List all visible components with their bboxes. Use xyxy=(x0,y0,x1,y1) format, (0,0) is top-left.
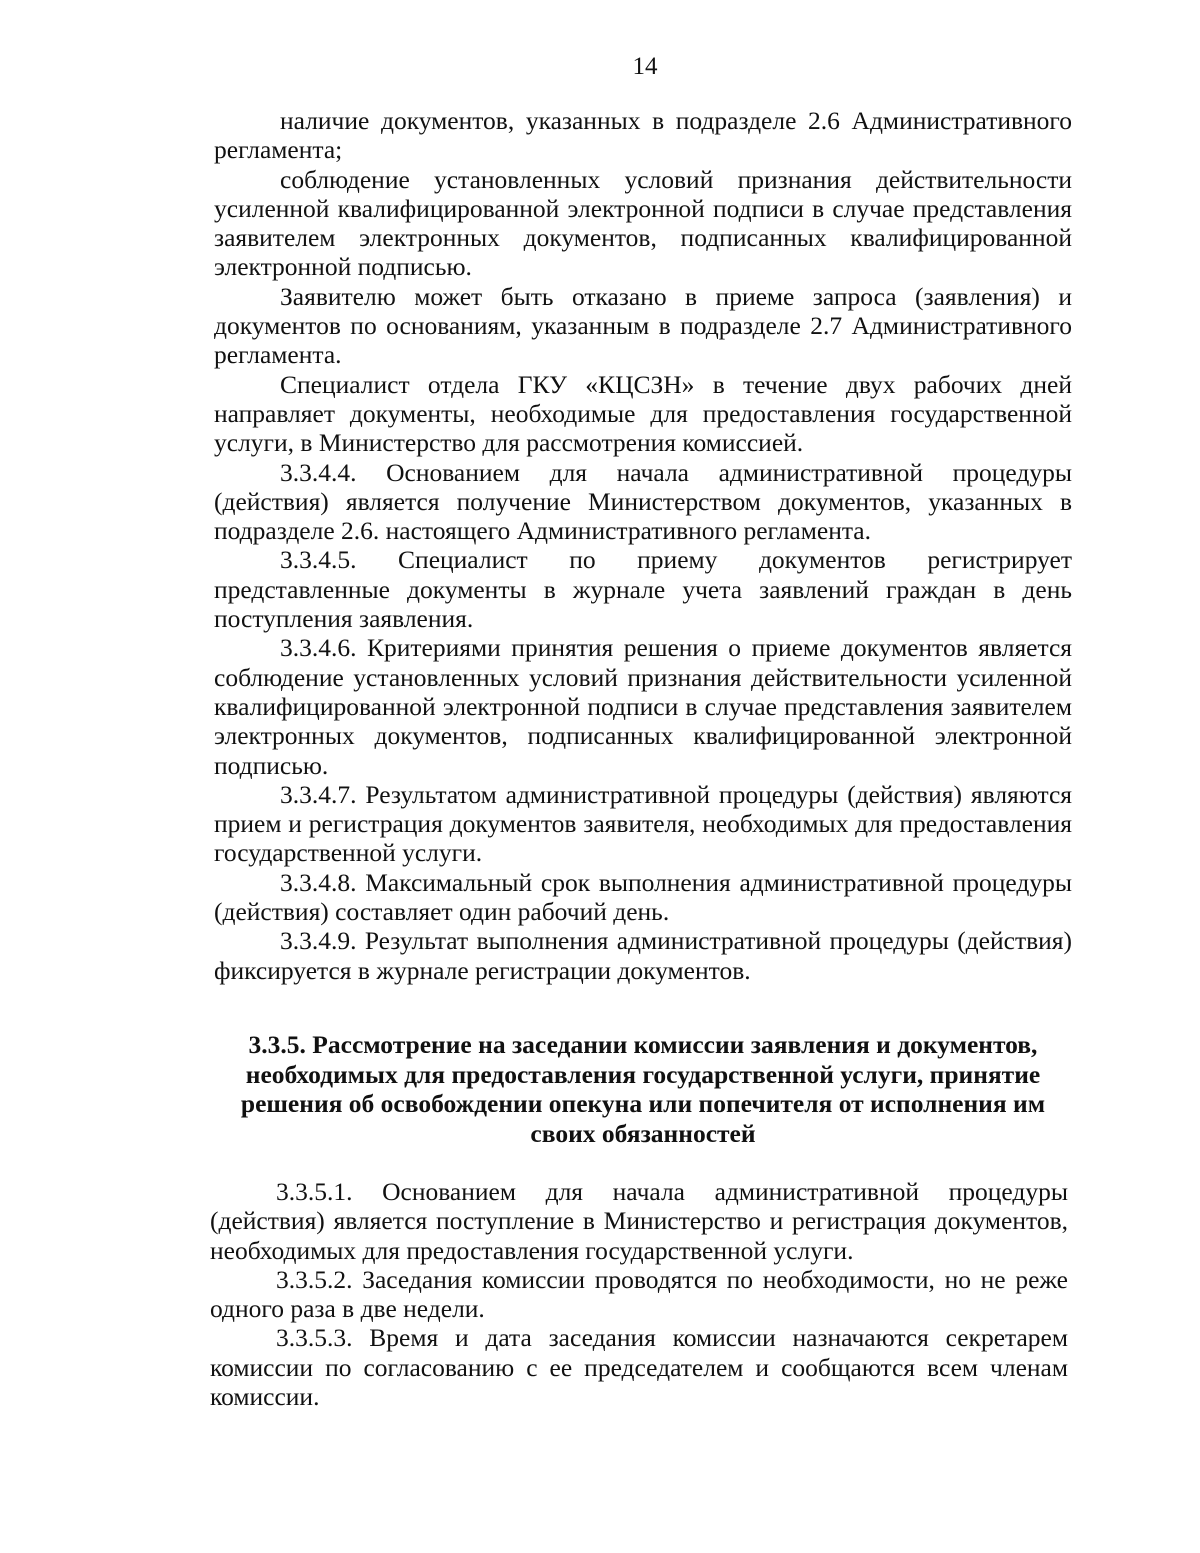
paragraph: 3.3.4.5. Специалист по приему документов регистрирует представленные документы в журнале учета заявлений граждан в день поступления заявления. xyxy=(214,545,1072,634)
page-number: 14 xyxy=(632,53,658,80)
paragraph: 3.3.4.7. Результатом административной процедуры (действия) являются прием и регистрация документов заявителя, необходимых для предоставления государственной услуги. xyxy=(214,779,1072,868)
paragraph: Специалист отдела ГКУ «КЦСЗН» в течение двух рабочих дней направляет документы, необходимые для предоставления государственной услуги, в Министерство для рассмотрения комиссией. xyxy=(214,369,1072,458)
body-text-after-heading xyxy=(210,1177,1068,1411)
body-text-before-heading xyxy=(214,106,1072,985)
paragraph: 3.3.4.9. Результат выполнения административной процедуры (действия) фиксируется в журнале регистрации документов. xyxy=(214,926,1072,985)
section-heading: 3.3.5. Рассмотрение на заседании комиссии заявления и документов, необходимых для предоставления государственной услуги, принятие решения об освобождении опекуна или попечителя от исполнения им своих обязанностей xyxy=(240,1030,1046,1148)
paragraph: 3.3.4.8. Максимальный срок выполнения административной процедуры (действия) составляет один рабочий день. xyxy=(214,867,1072,927)
paragraph: 3.3.4.6. Критериями принятия решения о приеме документов является соблюдение установленных условий признания действительности усиленной квалифицированной электронной подписи в случае представления заявителем электронных документов, подписанных квалифицированной электронной подписью. xyxy=(214,633,1072,780)
paragraph: соблюдение установленных условий признания действительности усиленной квалифицированной электронной подписи в случае представления заявителем электронных документов, подписанных квалифицированной электронной подписью. xyxy=(214,164,1072,282)
paragraph: 3.3.5.3. Время и дата заседания комиссии назначаются секретарем комиссии по согласованию с ее председателем и сообщаются всем членам комиссии. xyxy=(210,1323,1068,1412)
paragraph: 3.3.4.4. Основанием для начала административной процедуры (действия) является получение Министерством документов, указанных в подразделе 2.6. настоящего Административного регламента. xyxy=(214,457,1072,546)
paragraph: Заявителю может быть отказано в приеме запроса (заявления) и документов по основаниям, указанным в подразделе 2.7 Административного регламента. xyxy=(214,281,1072,370)
paragraph: 3.3.5.1. Основанием для начала административной процедуры (действия) является поступление в Министерство и регистрация документов, необходимых для предоставления государственной услуги. xyxy=(210,1177,1068,1265)
paragraph: наличие документов, указанных в подразделе 2.6 Административного регламента; xyxy=(214,106,1072,165)
paragraph: 3.3.5.2. Заседания комиссии проводятся по необходимости, но не реже одного раза в две недели. xyxy=(210,1264,1068,1324)
